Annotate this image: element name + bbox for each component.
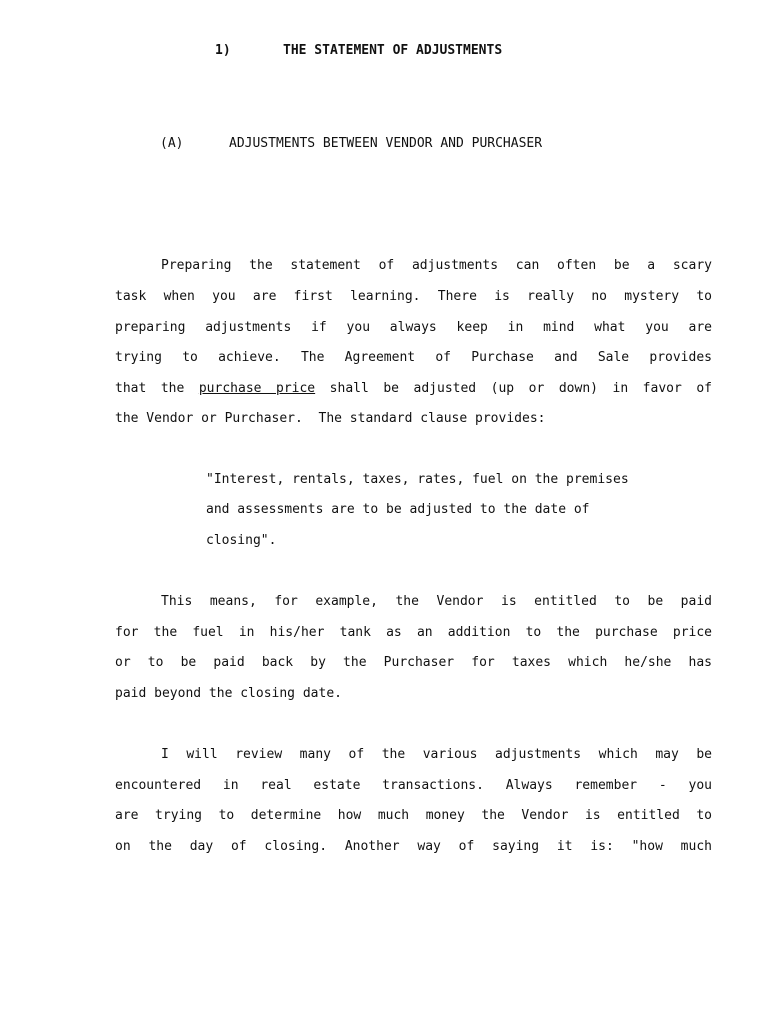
subsection-title: ADJUSTMENTS BETWEEN VENDOR AND PURCHASER <box>229 136 543 151</box>
paragraph-3-line-4: on the day of closing. Another way of saying it is: "how much <box>115 839 712 854</box>
quote-line-2: and assessments are to be adjusted to the date of <box>206 502 590 517</box>
paragraph-1-line-6: the Vendor or Purchaser. The standard clause provides: <box>115 411 546 426</box>
paragraph-1-line-4: trying to achieve. The Agreement of Purchase and Sale provides <box>115 350 712 365</box>
paragraph-1-line-2: task when you are first learning. There is really no mystery to <box>115 289 712 304</box>
section-number: 1) <box>215 43 231 58</box>
quote-line-1: "Interest, rentals, taxes, rates, fuel on the premises <box>206 472 629 487</box>
paragraph-1-line-3: preparing adjustments if you always keep in mind what you are <box>115 320 712 335</box>
paragraph-3-line-1: I will review many of the various adjustments which may be <box>161 747 712 762</box>
paragraph-1-line-5 <box>115 381 712 397</box>
subsection-label: (A) <box>160 136 184 151</box>
paragraph-3-line-2: encountered in real estate transactions. Always remember - you <box>115 778 712 793</box>
paragraph-2-line-2: for the fuel in his/her tank as an addition to the purchase price <box>115 625 712 640</box>
paragraph-2-line-1: This means, for example, the Vendor is entitled to be paid <box>161 594 712 609</box>
paragraph-1-line-1: Preparing the statement of adjustments can often be a scary <box>161 258 712 273</box>
quote-line-3: closing". <box>206 533 277 548</box>
paragraph-2-line-4: paid beyond the closing date. <box>115 686 342 701</box>
paragraph-2-line-3: or to be paid back by the Purchaser for taxes which he/she has <box>115 655 712 670</box>
text-run: that the <box>115 381 185 396</box>
paragraph-3-line-3: are trying to determine how much money the Vendor is entitled to <box>115 808 712 823</box>
section-title: THE STATEMENT OF ADJUSTMENTS <box>283 43 503 58</box>
underlined-term: purchase price <box>198 381 316 396</box>
text-run: shall be adjusted (up or down) in favor of <box>329 381 712 396</box>
